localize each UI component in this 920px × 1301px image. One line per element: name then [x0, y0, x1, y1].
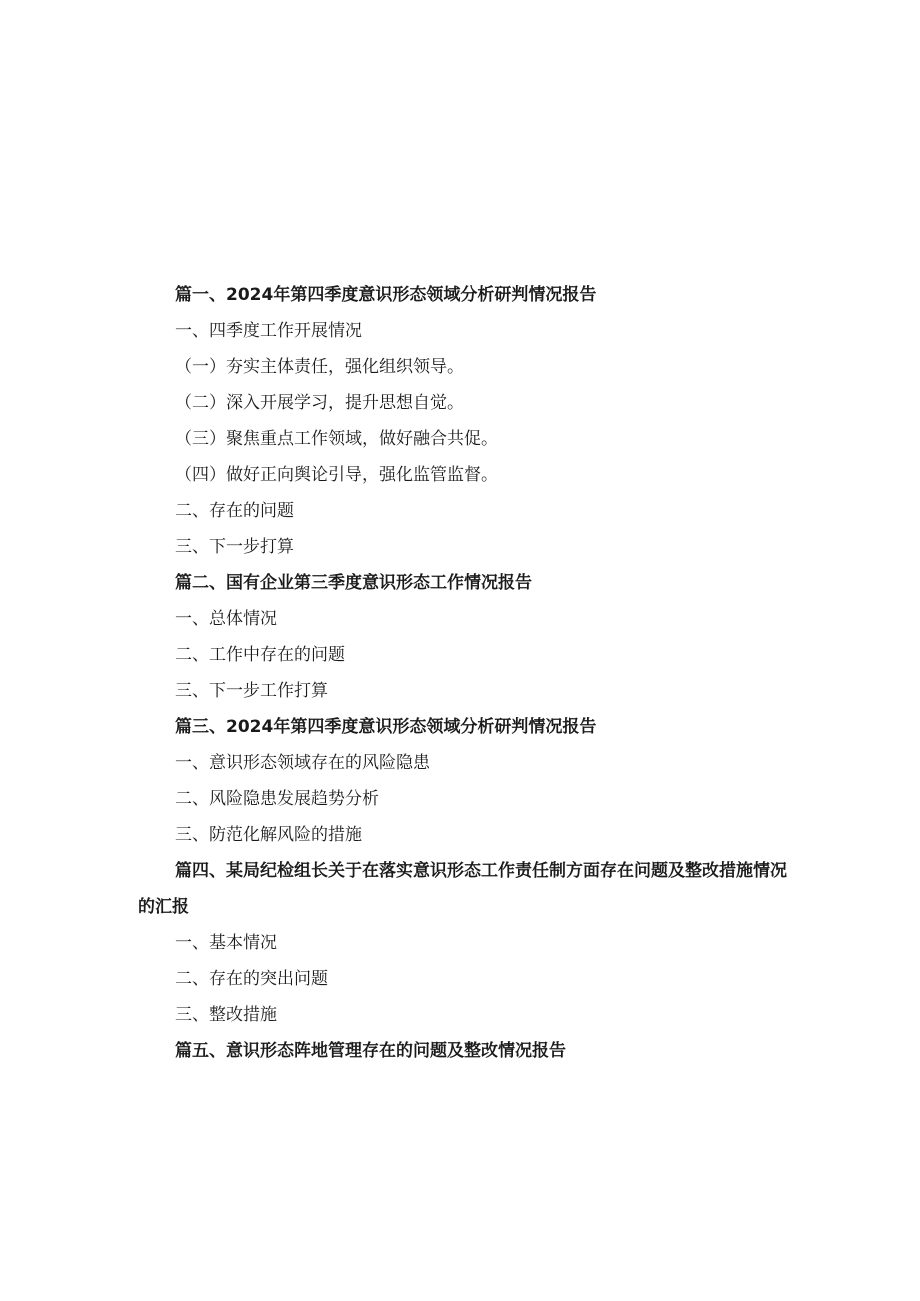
toc-chapter-heading: 篇五、意识形态阵地管理存在的问题及整改情况报告 [175, 1041, 566, 1061]
toc-subsection-item: （四）做好正向舆论引导，强化监管监督。 [175, 465, 498, 485]
toc-section-item: 二、存在的突出问题 [175, 969, 328, 989]
toc-section-item: 一、意识形态领域存在的风险隐患 [175, 753, 430, 773]
toc-section-item: 三、下一步打算 [175, 537, 294, 557]
toc-section-item: 二、工作中存在的问题 [175, 645, 345, 665]
toc-chapter-heading: 篇一、2024年第四季度意识形态领域分析研判情况报告 [175, 285, 597, 305]
toc-section-item: 三、防范化解风险的措施 [175, 825, 362, 845]
toc-section-item: 二、风险隐患发展趋势分析 [175, 789, 379, 809]
toc-section-item: 三、下一步工作打算 [175, 681, 328, 701]
toc-chapter-heading: 篇四、某局纪检组长关于在落实意识形态工作责任制方面存在问题及整改措施情况的汇报 [138, 861, 787, 917]
toc-chapter-heading: 篇二、国有企业第三季度意识形态工作情况报告 [175, 573, 532, 593]
toc-section-item: 一、基本情况 [175, 933, 277, 953]
table-of-contents [138, 277, 788, 1069]
toc-subsection-item: （二）深入开展学习，提升思想自觉。 [175, 393, 464, 413]
toc-subsection-item: （一）夯实主体责任，强化组织领导。 [175, 357, 464, 377]
toc-section-item: 一、总体情况 [175, 609, 277, 629]
toc-section-item: 二、存在的问题 [175, 501, 294, 521]
toc-subsection-item: （三）聚焦重点工作领域，做好融合共促。 [175, 429, 498, 449]
toc-chapter-heading: 篇三、2024年第四季度意识形态领域分析研判情况报告 [175, 717, 597, 737]
toc-section-item: 一、四季度工作开展情况 [175, 321, 362, 341]
toc-section-item: 三、整改措施 [175, 1005, 277, 1025]
